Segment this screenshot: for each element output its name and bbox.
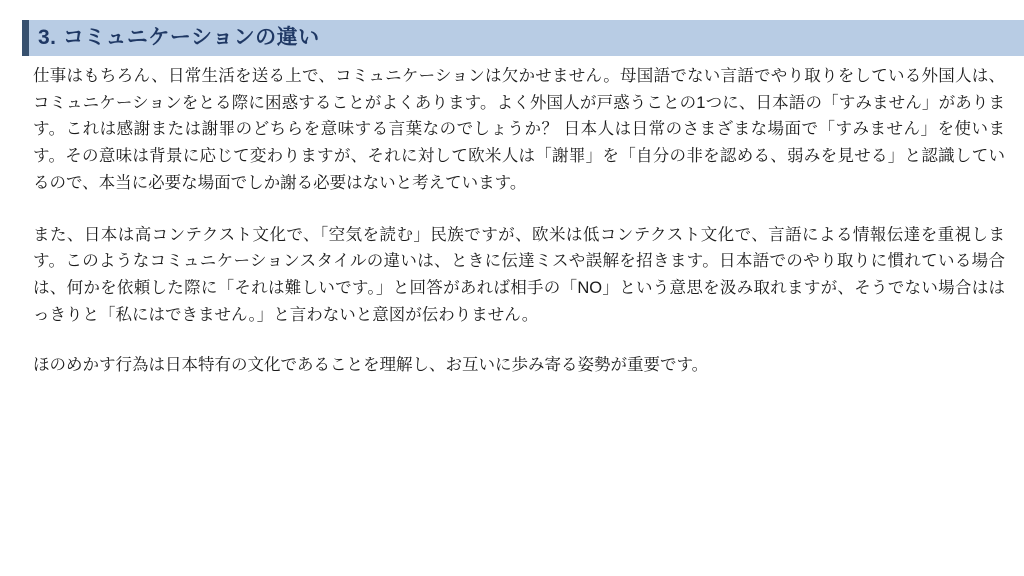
title-accent-bar [22, 20, 29, 56]
body-paragraph-3: ほのめかす行為は日本特有の文化であることを理解し、お互いに歩み寄る姿勢が重要です。 [33, 356, 709, 375]
slide-title-bar [22, 20, 1024, 56]
body-paragraph-1: 仕事はもちろん、日常生活を送る上で、コミュニケーションは欠かせません。母国語でない言語でやり取りをしている外国人は、コミュニケーションをとる際に困惑することがよくあります。よく外国人が戸惑うことの1つに、日本語の「すみません」があります。これは感謝または謝罪のどちらを意味する言葉なのでしょうか？ 日本人は日常のさまざまな場面で「すみません」を使います。その意味は背景に応じて変わりますが、それに対して欧米人は「謝罪」を「自分の非を認める、弱みを見せる」と認識しているので、本当に必要な場面でしか謝る必要はないと考えています。 [33, 67, 1005, 192]
slide-body [33, 63, 1005, 379]
body-paragraph-2: また、日本は高コンテクスト文化で、「空気を読む」民族ですが、欧米は低コンテクスト文化で、言語による情報伝達を重視します。このようなコミュニケーションスタイルの違いは、ときに伝達ミスや誤解を招きます。日本語でのやり取りに慣れている場合は、何かを依頼した際に「それは難しいです。」と回答があれば相手の「NO」という意思を汲み取れますが、そうでない場合ははっきりと「私にはできません。」と言わないと意図が伝わりません。 [33, 225, 1005, 324]
page-title: 3. コミュニケーションの違い [38, 26, 320, 49]
